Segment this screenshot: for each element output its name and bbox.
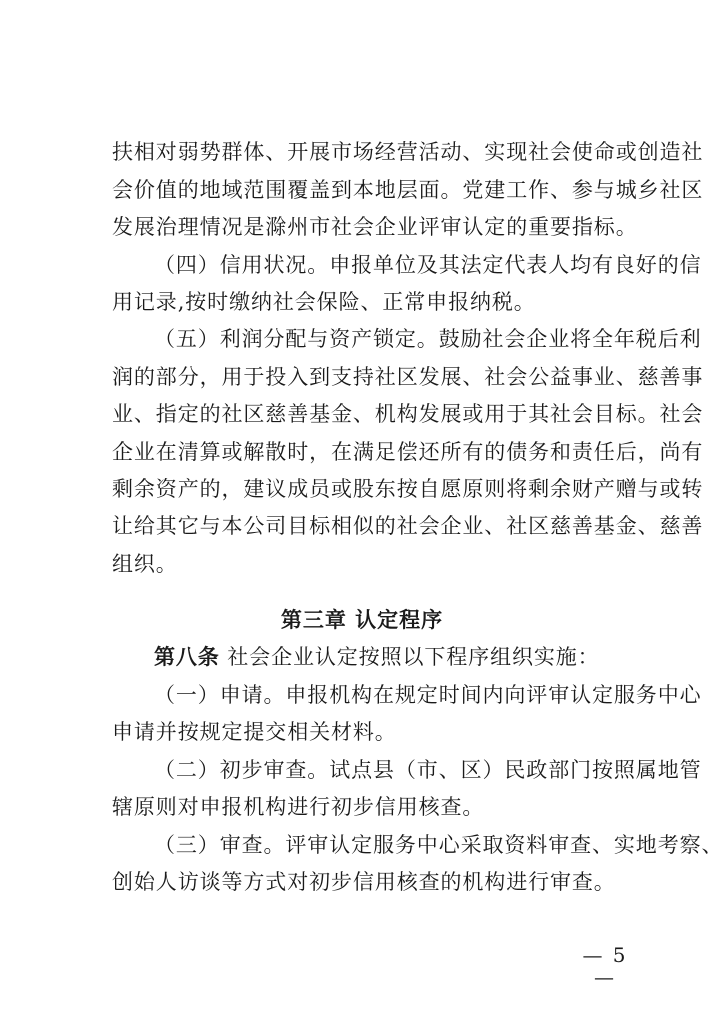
article-label: 第八条 — [154, 645, 220, 669]
article-text: 社会企业认定按照以下程序组织实施： — [219, 645, 600, 669]
paragraph-line: 企业在清算或解散时，在满足偿还所有的债务和责任后，尚有 — [112, 440, 704, 464]
paragraph-line: 发展治理情况是滁州市社会企业评审认定的重要指标。 — [112, 215, 638, 239]
step-line: （二）初步审查。试点县（市、区）民政部门按照属地管 — [154, 758, 702, 782]
paragraph-line: （五）利润分配与资产锁定。鼓励社会企业将全年税后利 — [154, 327, 702, 351]
paragraph-line: 让给其它与本公司目标相似的社会企业、社区慈善基金、慈善 — [112, 514, 704, 538]
paragraph-line: 润的部分，用于投入到支持社区发展、社会公益事业、慈善事 — [112, 365, 704, 389]
paragraph-line: 业、指定的社区慈善基金、机构发展或用于其社会目标。社会 — [112, 402, 704, 426]
paragraph-line: 用记录,按时缴纳社会保险、正常申报纳税。 — [112, 290, 536, 314]
chapter-heading: 第三章 认定程序 — [280, 608, 444, 632]
article-line — [154, 645, 632, 671]
step-line: （一）申请。申报机构在规定时间内向评审认定服务中心 — [154, 683, 702, 707]
paragraph-line: 扶相对弱势群体、开展市场经营活动、实现社会使命或创造社 — [112, 140, 704, 164]
step-line: 申请并按规定提交相关材料。 — [112, 720, 397, 744]
paragraph-line: （四）信用状况。申报单位及其法定代表人均有良好的信 — [154, 253, 702, 277]
page-number: — 5 — — [582, 943, 628, 989]
step-line: （三）审查。评审认定服务中心采取资料审查、实地考察、 — [154, 833, 724, 857]
paragraph-line: 组织。 — [112, 552, 178, 576]
paragraph-line: 剩余资产的，建议成员或股东按自愿原则将剩余财产赠与或转 — [112, 477, 704, 501]
paragraph-line: 会价值的地域范围覆盖到本地层面。党建工作、参与城乡社区 — [112, 178, 704, 202]
step-line: 辖原则对申报机构进行初步信用核查。 — [112, 795, 485, 819]
step-line: 创始人访谈等方式对初步信用核查的机构进行审查。 — [112, 870, 616, 894]
